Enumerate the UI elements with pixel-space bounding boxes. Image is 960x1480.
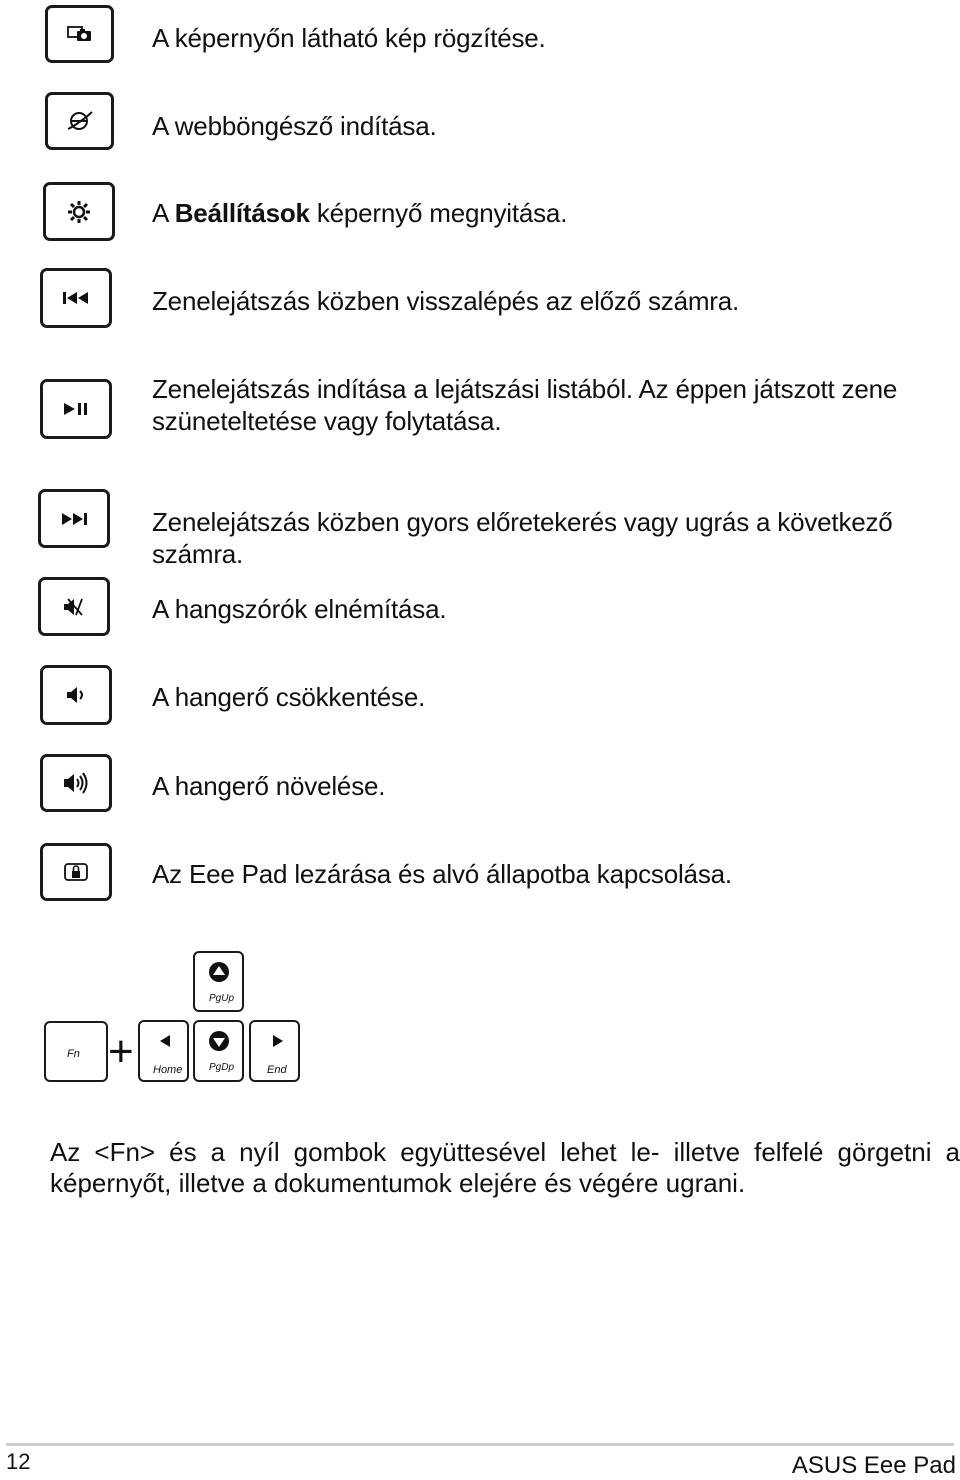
browser-icon [65,109,95,133]
arrow-up-icon [208,961,230,983]
function-description: Az Eee Pad lezárása és alvó állapotba kapcsolása. [152,859,732,889]
volume-up-icon [62,772,90,794]
fn-arrow-note: Az <Fn> és a nyíl gombok együttesével lehet le- illetve felfelé görgetni a képernyőt, illetve a dokumentumok elejére és végére ugrani. [50,1137,960,1198]
volume-up-key [40,754,112,812]
arrow-right-icon [271,1034,285,1048]
settings-label: Beállítások [174,198,310,228]
arrow-down-icon [208,1030,230,1052]
function-description: Zenelejátszás közben gyors előretekerés vagy ugrás a következő számra. [152,507,893,569]
function-description: Zenelejátszás indítása a lejátszási listából. Az éppen játszott zene szüneteltetése vagy folytatása. [152,374,898,436]
play-pause-icon [62,402,90,416]
fn-key [44,1021,108,1082]
pgdn-key [193,1020,244,1082]
next-track-key [38,489,110,548]
fn-key-label: Fn [67,1048,80,1060]
volume-down-icon [65,686,87,704]
function-description: A hangszórók elnémítása. [152,594,447,624]
previous-track-icon [62,291,90,305]
function-description: Zenelejátszás közben visszalépés az előző számra. [152,286,740,316]
screenshot-icon [67,25,93,43]
browser-key [45,92,114,150]
mute-key [38,577,110,636]
lock-sleep-icon [64,863,88,881]
function-description: A hangerő növelése. [152,771,386,801]
footer-title: ASUS Eee Pad [791,1452,956,1479]
pgup-key-label: PgUp [209,993,235,1004]
function-description [152,197,567,229]
function-description: A webböngésző indítása. [152,111,437,141]
settings-key [43,182,115,241]
previous-track-key [40,268,112,328]
settings-icon [67,200,91,224]
function-description: A hangerő csökkentése. [152,682,426,712]
description-suffix: képernyő megnyitása. [309,198,568,228]
pgup-key [193,951,244,1012]
home-key-label: Home [153,1064,183,1076]
end-key-label: End [267,1064,287,1076]
play-pause-key [40,379,112,439]
plus-sign: + [108,1027,134,1076]
page-number: 12 [6,1449,31,1474]
pgdn-key-label: PgDp [209,1062,235,1073]
footer-divider [6,1443,954,1446]
end-key [249,1020,300,1082]
home-key [138,1020,189,1082]
lock-sleep-key [40,843,112,901]
mute-icon [62,597,86,617]
function-description: A képernyőn látható kép rögzítése. [152,23,546,53]
screenshot-key [45,5,114,63]
volume-down-key [40,665,112,725]
arrow-left-icon [158,1034,172,1048]
description-prefix: A [152,198,175,228]
next-track-icon [60,512,88,526]
